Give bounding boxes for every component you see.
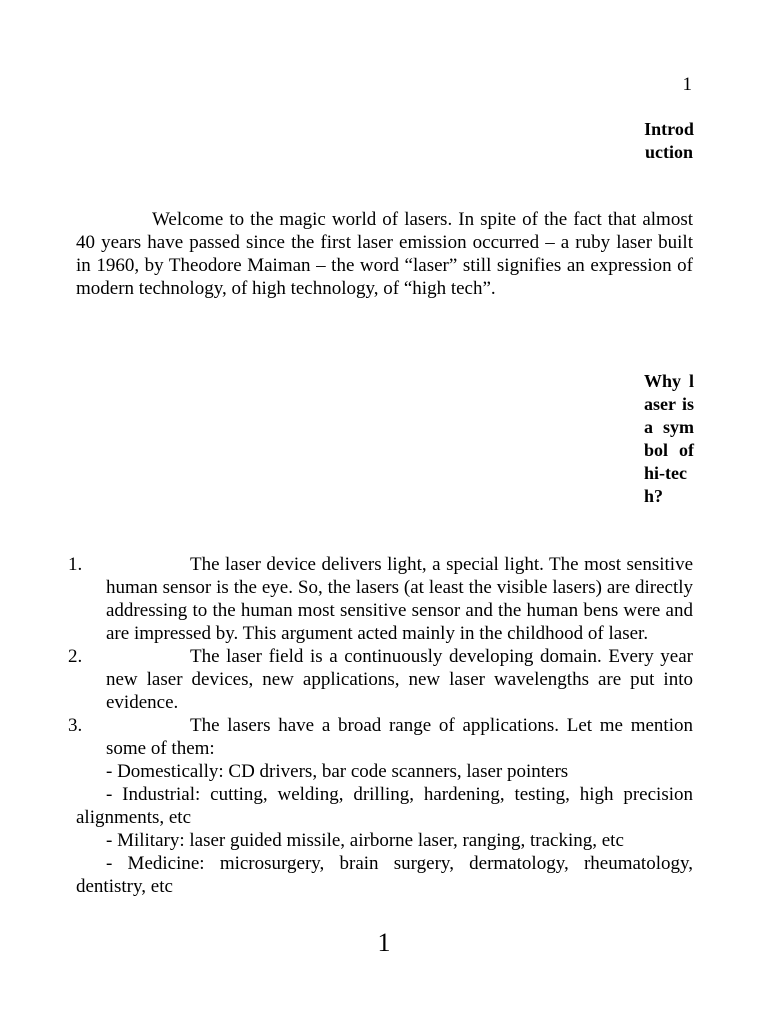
list-item-text: The laser field is a continuously developing domain. Every year new laser devices, new applications, new laser wavelengths are put into evidence. xyxy=(106,646,693,713)
heading-introduction: Introduction xyxy=(644,119,694,162)
list-item-number: 2. xyxy=(68,646,83,667)
list-item-number: 1. xyxy=(68,554,83,575)
list-item xyxy=(68,553,693,645)
list-item-text: The laser device delivers light, a special light. The most sensitive human sensor is the eye. So, the lasers (at least the visible lasers) are directly addressing to the human most sensitive sensor and the human bens were and are impressed by. This argument acted mainly in the childhood of laser. xyxy=(106,554,693,644)
intro-paragraph: Welcome to the magic world of lasers. In spite of the fact that almost 40 years have passed since the first laser emission occurred – a ruby laser built in 1960, by Theodore Maiman – the word “laser” still signifies an expression of modern technology, of high technology, of “high tech”. xyxy=(76,209,693,299)
list-item xyxy=(68,714,693,760)
application-industrial: - Industrial: cutting, welding, drilling, hardening, testing, high precision alignments, etc xyxy=(76,784,693,828)
list-item-number: 3. xyxy=(68,715,83,736)
page-number-bottom: 1 xyxy=(377,928,391,957)
reasons-list xyxy=(68,553,693,898)
list-item-text: The lasers have a broad range of applications. Let me mention some of them: xyxy=(106,715,693,759)
application-domestic: - Domestically: CD drivers, bar code scanners, laser pointers xyxy=(106,761,569,782)
list-item xyxy=(68,645,693,714)
application-military: - Military: laser guided missile, airborne laser, ranging, tracking, etc xyxy=(106,830,624,851)
application-medicine: - Medicine: microsurgery, brain surgery, dermatology, rheumatology, dentistry, etc xyxy=(76,853,693,897)
heading-why-laser: Why laser is a symbol of hi-tech? xyxy=(644,371,694,506)
page-number-top: 1 xyxy=(682,74,692,95)
